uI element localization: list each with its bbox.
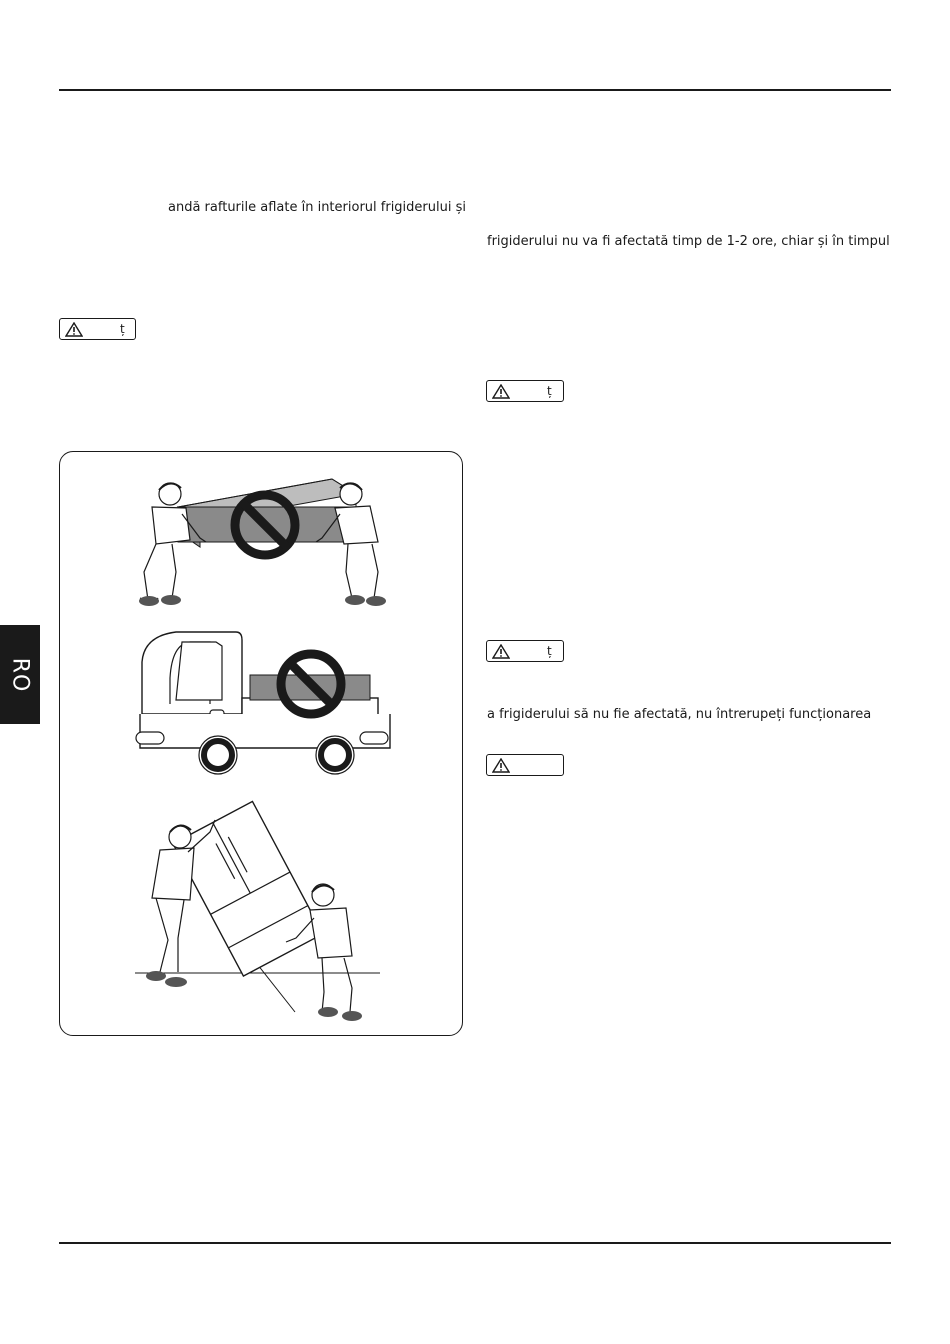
right-text-line-2: a frigiderului să nu fie afectată, nu întrerupeți funcționarea bbox=[487, 707, 872, 722]
warning-triangle-icon bbox=[492, 384, 510, 399]
warning-label-2-text: ț bbox=[547, 384, 552, 398]
warning-triangle-icon bbox=[492, 758, 510, 773]
warning-label-2 bbox=[486, 380, 564, 402]
warning-label-1-text: ț bbox=[120, 322, 125, 336]
warning-triangle-icon bbox=[65, 322, 83, 337]
left-text-line-1: andă rafturile aflate în interiorul frigiderului și bbox=[168, 200, 466, 215]
footer-rule bbox=[59, 1242, 891, 1244]
warning-label-1 bbox=[59, 318, 136, 340]
right-text-line-1: frigiderului nu va fi afectată timp de 1-2 ore, chiar și în timpul bbox=[487, 234, 890, 249]
warning-label-3-text: ț bbox=[547, 644, 552, 658]
language-tab bbox=[0, 625, 40, 724]
warning-label-3 bbox=[486, 640, 564, 662]
carry-horizontal-illustration bbox=[139, 479, 386, 606]
warning-label-4 bbox=[486, 754, 564, 776]
language-tab-label: RO bbox=[7, 657, 33, 692]
truck-transport-illustration bbox=[136, 632, 390, 774]
transport-illustrations bbox=[60, 452, 463, 1036]
transport-illustration-panel bbox=[59, 451, 463, 1036]
warning-triangle-icon bbox=[492, 644, 510, 659]
carry-tilted-illustration bbox=[135, 801, 380, 1021]
header-rule bbox=[59, 89, 891, 91]
